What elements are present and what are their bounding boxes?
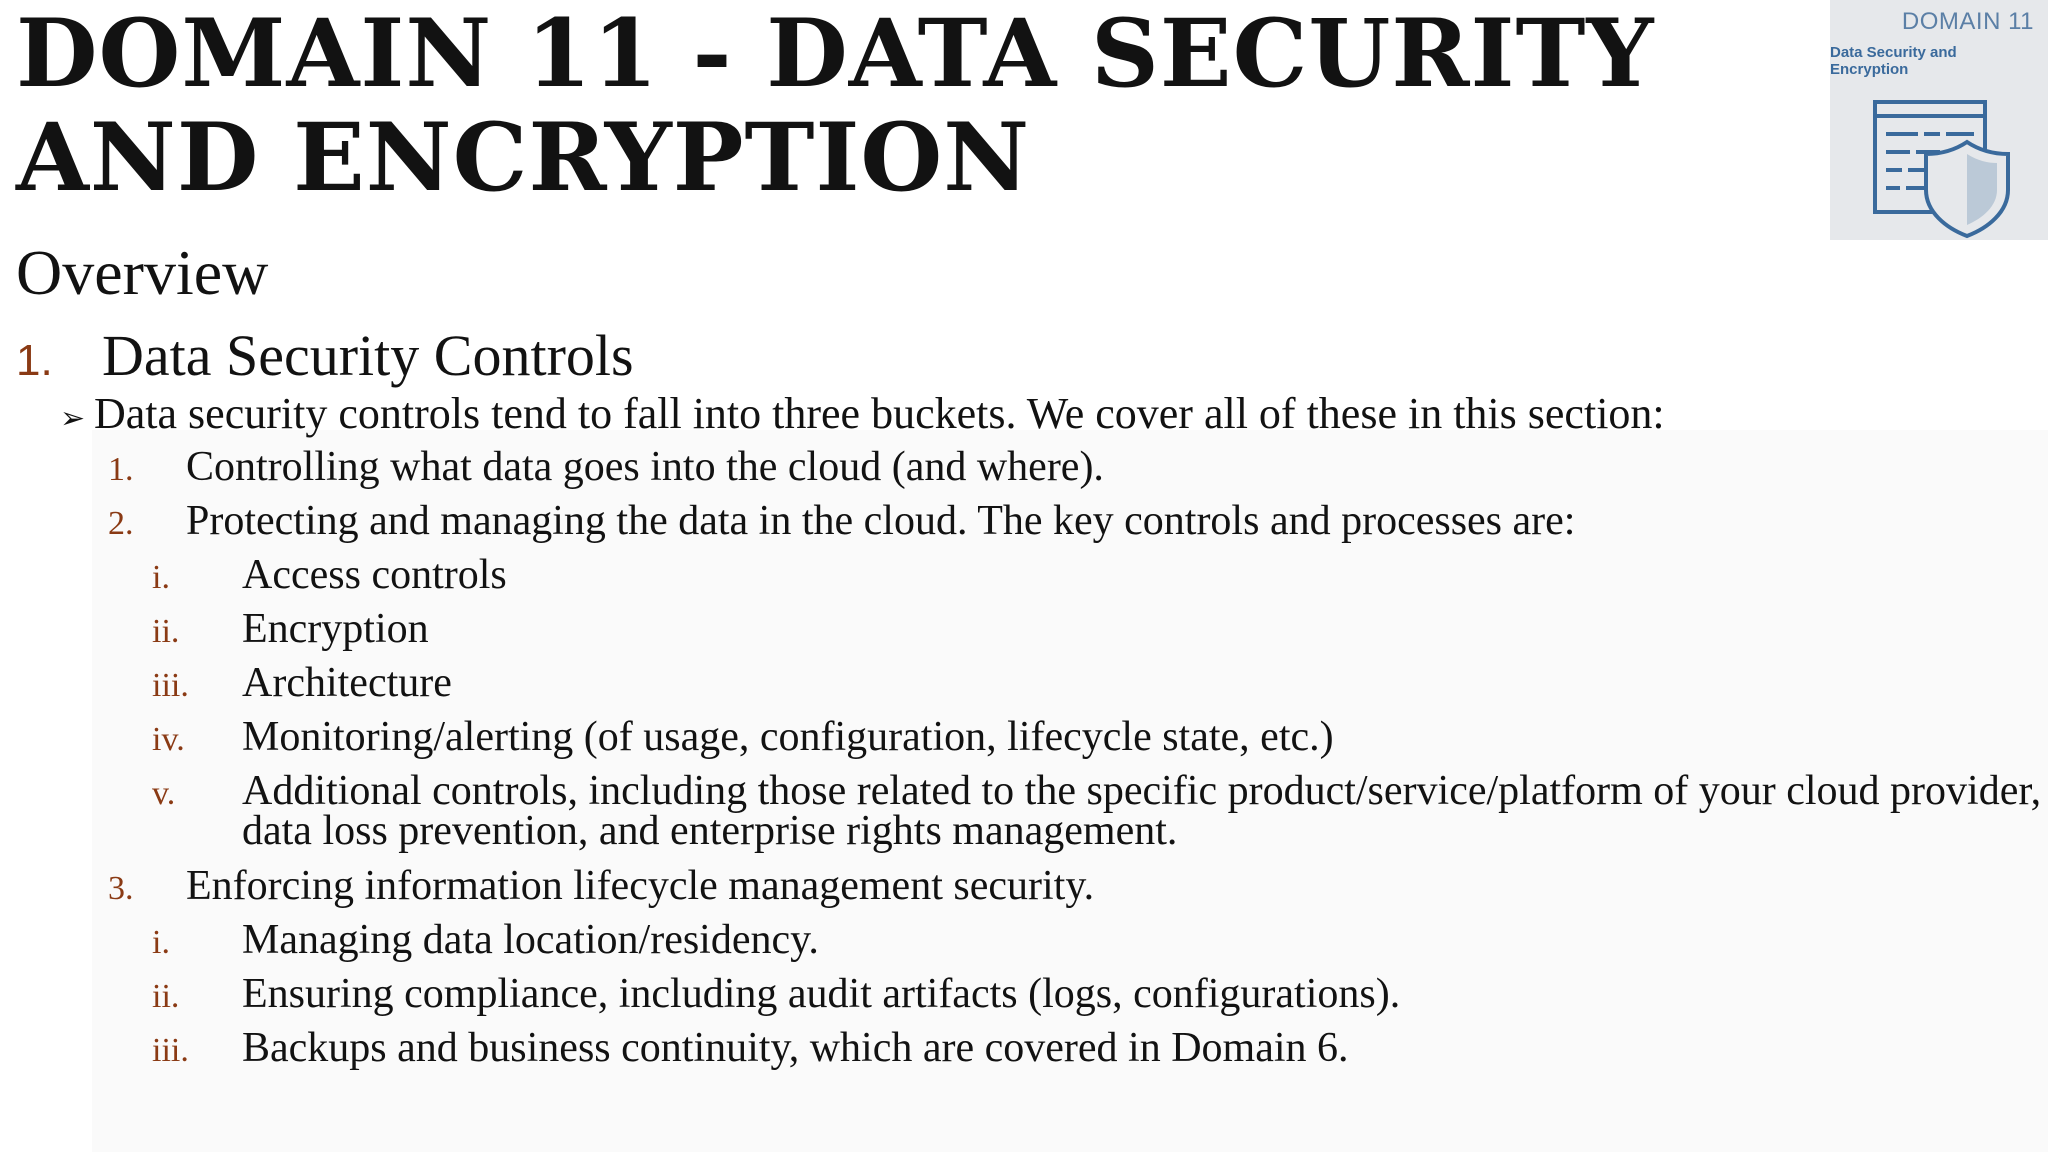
arrow-bullet-icon: ➢	[60, 402, 86, 435]
document-shield-icon	[1870, 94, 2020, 240]
list-item	[152, 606, 2042, 652]
list-item-text: Additional controls, including those related to the specific product/service/platform of your cloud provider, data loss prevention, and enterprise rights management.	[242, 768, 2042, 854]
slide-title: DOMAIN 11 - DATA SECURITY AND ENCRYPTION	[16, 0, 1655, 213]
list-marker: v.	[152, 775, 176, 812]
list-item	[108, 863, 2038, 909]
list-item-text: Ensuring compliance, including audit artifacts (logs, configurations).	[242, 971, 1401, 1017]
list-item-text: Monitoring/alerting (of usage, configuration, lifecycle state, etc.)	[242, 714, 1334, 760]
list-item	[152, 768, 2042, 854]
list-marker: iii.	[152, 1032, 189, 1069]
list-item	[152, 660, 2042, 706]
slide-subtitle: Overview	[16, 237, 269, 308]
list-item	[152, 552, 2042, 598]
badge-subtitle: Data Security and Encryption	[1830, 44, 1957, 78]
list-marker: iv.	[152, 721, 185, 758]
list-marker: 1.	[108, 451, 134, 488]
list-item-text: Controlling what data goes into the cloud (and where).	[186, 444, 1104, 490]
list-marker: ii.	[152, 978, 180, 1015]
list-item	[108, 498, 2038, 544]
intro-bullet	[60, 388, 2044, 439]
list-item	[152, 917, 2042, 963]
list-marker: i.	[152, 924, 170, 961]
list-item-text: Encryption	[242, 606, 429, 652]
list-marker: 2.	[108, 505, 134, 542]
list-item	[108, 444, 2038, 490]
list-item	[152, 971, 2042, 1017]
list-item-text: Architecture	[242, 660, 452, 706]
list-item-text: Protecting and managing the data in the cloud. The key controls and processes are:	[186, 498, 1576, 544]
intro-text: Data security controls tend to fall into three buckets. We cover all of these in this section:	[94, 389, 1665, 438]
list-marker: i.	[152, 559, 170, 596]
list-item	[152, 714, 2042, 760]
list-marker: ii.	[152, 613, 180, 650]
list-item-text: Enforcing information lifecycle management security.	[186, 863, 1095, 909]
section-number: 1.	[16, 336, 53, 385]
badge-title: DOMAIN 11	[1901, 8, 2034, 35]
list-item-text: Backups and business continuity, which are covered in Domain 6.	[242, 1025, 1349, 1071]
section-heading	[16, 322, 634, 392]
section-label: Data Security Controls	[102, 323, 634, 388]
list-item-text: Access controls	[242, 552, 507, 598]
list-marker: iii.	[152, 667, 189, 704]
list-item-text: Managing data location/residency.	[242, 917, 819, 963]
domain-badge	[1830, 0, 2048, 240]
list-marker: 3.	[108, 870, 134, 907]
list-item	[152, 1025, 2042, 1071]
